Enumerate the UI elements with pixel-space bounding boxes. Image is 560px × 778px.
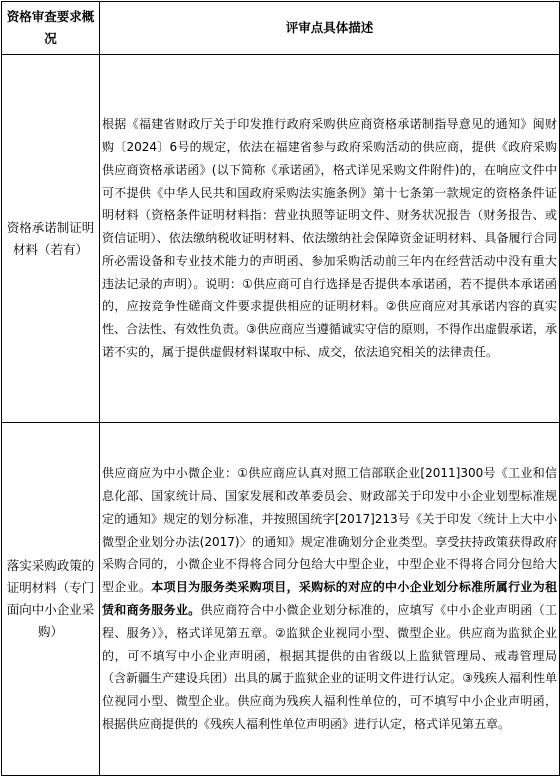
row-description: 根据《福建省财政厅关于印发推行政府采购供应商资格承诺制指导意见的通知》闽财购〔2024〕6号的规定，依法在福建省参与政府采购活动的供应商，提供《政府采购供应商资格承诺函》(以下简称《承诺函》，格式详见采购文件附件)的，在响应文件中可不提供《中华人民共和国政府采购法实施条例》第十七条第一款规定的资格条件证明材料（资格条件证明材料指：营业执照等证明文件、财务状况报告（财务报告、或资信证明）、依法缴纳税收证明材料、依法缴纳社会保障资金证明材料、具备履行合同所必需设备和专业技术能力的声明函、参加采购活动前三年内在经营活动中没有重大违法记录的声明）。说明：①供应商可自行选择是否提供本承诺函，若不提供本承诺函的，应按竞争性磋商文件要求提供相应的证明材料。②供应商应对其承诺内容的真实性、合法性、有效性负责。③供应商应当遵循诚实守信的原则，不得作出虚假承诺，承诺不实的，属于提供虚假材料谋取中标、成交，依法追究相关的法律责任。 [100,55,560,423]
description-text: 供应商应为中小微企业：①供应商应认真对照工信部联企业[2011]300号《工业和信息化部、国家统计局、国家发展和改革委员会、财政部关于印发中小企业划型标准规定的通知》规定的划分标准，并按照国统字[2017]213号《关于印发〈统计上大中小微型企业划分办法(2017)〉的通知》规定准确划分企业类型。享受扶持政策获得政府采购合同的，小微企业不得将合同分包给大中型企业，中型企业不得将合同分包给大型企业。 [102,466,557,595]
row-description [100,423,560,776]
description-text: 供应商符合中小微企业划分标准的，应填写《中小企业声明函（工程、服务）》，格式详见第五章。②监狱企业视同小型、微型企业。供应商为监狱企业的，可不填写中小企业声明函，根据其提供的由省级以上监狱管理局、戒毒管理局（含新疆生产建设兵团）出具的属于监狱企业的证明文件进行认定。③残疾人福利性单位视同小型、微型企业。供应商为残疾人福利性单位的，可不填写中小企业声明函，根据供应商提供的《残疾人福利性单位声明函》进行认定，格式详见第五章。 [102,603,557,731]
row-requirement: 落实采购政策的证明材料（专门面向中小企业采购） [2,423,100,776]
row-requirement: 资格承诺制证明材料（若有） [2,55,100,423]
description-bold-text: 本项目为服务类采购项目，采购标的对应的中小企业划分标准所属行业为租赁和商务服务业。 [102,580,557,617]
header-requirement: 资格审查要求概况 [2,2,100,55]
review-criteria-table [1,1,560,776]
header-description: 评审点具体描述 [100,2,560,55]
table-row [2,423,560,776]
table-row [2,55,560,423]
table-header-row [2,2,560,55]
